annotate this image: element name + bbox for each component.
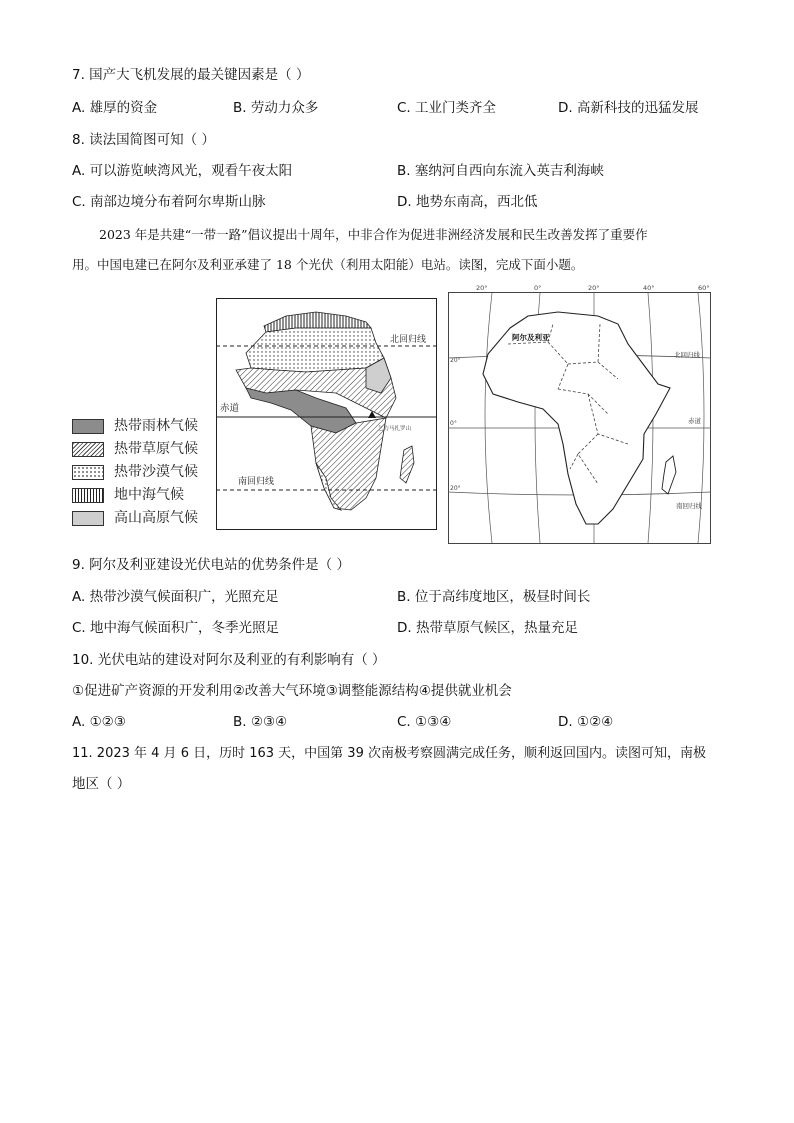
q8-option-a: A. 可以游览峡湾风光，观看午夜太阳	[72, 163, 293, 179]
q11-stem-line-2: 地区（ ）	[72, 776, 131, 792]
legend-swatch-mediterranean	[72, 488, 104, 503]
label-algeria: 阿尔及利亚	[512, 333, 550, 342]
label-equator: 赤道	[220, 403, 240, 414]
passage-line-1: 2023 年是共建“一带一路”倡议提出十周年，中非合作为促进非洲经济发展和民生改善发挥了重要作	[99, 227, 648, 242]
q8-option-d: D. 地势东南高，西北低	[397, 194, 538, 210]
passage-line-2: 用。中国电建已在阿尔及利亚承建了 18 个光伏（利用太阳能）电站。读图，完成下面小题。	[72, 257, 584, 272]
q9-option-a: A. 热带沙漠气候面积广，光照充足	[72, 589, 279, 605]
q7-option-d: D. 高新科技的迅猛发展	[558, 100, 699, 116]
lon-label: 20°	[588, 284, 600, 292]
legend-label: 高山高原气候	[114, 510, 198, 526]
q8-option-b: B. 塞纳河自西向东流入英吉利海峡	[397, 163, 604, 179]
lon-label: 60°	[698, 284, 710, 292]
desert-region	[246, 328, 384, 372]
q9-option-b: B. 位于高纬度地区，极昼时间长	[397, 589, 591, 605]
q10-option-c: C. ①③④	[397, 714, 452, 730]
lon-label: 0°	[534, 284, 542, 292]
legend-label: 热带沙漠气候	[114, 464, 198, 480]
lon-label: 40°	[643, 284, 655, 292]
lat-label: 0°	[450, 420, 457, 427]
q10-option-b: B. ②③④	[233, 714, 288, 730]
q11-stem-line-1: 11. 2023 年 4 月 6 日，历时 163 天，中国第 39 次南极考察圆满完成任务，顺利返回国内。读图可知，南极	[72, 746, 706, 761]
africa-political-map-svg	[448, 284, 713, 544]
q7-stem: 7. 国产大飞机发展的最关键因素是（ ）	[72, 67, 310, 83]
lon-label: 20°	[476, 284, 488, 292]
q8-option-c: C. 南部边境分布着阿尔卑斯山脉	[72, 194, 266, 210]
africa-climate-map-svg	[216, 298, 437, 530]
q7-option-b: B. 劳动力众多	[233, 100, 319, 116]
label-tropic-north: 北回归线	[390, 335, 427, 345]
africa-climate-map	[216, 298, 437, 530]
q8-stem: 8. 读法国简图可知（ ）	[72, 132, 215, 148]
lat-label: 20°	[450, 357, 461, 364]
legend-swatch-desert	[72, 465, 104, 480]
q10-option-d: D. ①②④	[558, 714, 614, 730]
legend-swatch-highland	[72, 511, 104, 526]
q9-option-d: D. 热带草原气候区，热量充足	[397, 620, 578, 636]
legend-swatch-savanna	[72, 442, 104, 457]
africa-political-map	[448, 284, 713, 544]
legend-label: 地中海气候	[114, 487, 184, 503]
label-equator: 赤道	[688, 417, 701, 425]
q10-stem: 10. 光伏电站的建设对阿尔及利亚的有利影响有（ ）	[72, 652, 386, 668]
legend-swatch-rainforest	[72, 419, 104, 434]
q9-option-c: C. 地中海气候面积广，冬季光照足	[72, 620, 280, 636]
q7-option-c: C. 工业门类齐全	[397, 100, 497, 116]
label-tropic-south: 南回归线	[238, 477, 275, 487]
q10-items: ①促进矿产资源的开发利用②改善大气环境③调整能源结构④提供就业机会	[72, 683, 512, 699]
legend-label: 热带草原气候	[114, 441, 198, 457]
q10-option-a: A. ①②③	[72, 714, 126, 730]
legend-label: 热带雨林气候	[114, 418, 198, 434]
label-mountain: 乞力马扎罗山	[378, 426, 412, 432]
label-tropic-south: 南回归线	[676, 502, 702, 510]
q7-option-a: A. 雄厚的资金	[72, 100, 158, 116]
lat-label: 20°	[450, 485, 461, 492]
q9-stem: 9. 阿尔及利亚建设光伏电站的优势条件是（ ）	[72, 557, 350, 573]
label-tropic-north: 北回归线	[674, 351, 700, 359]
